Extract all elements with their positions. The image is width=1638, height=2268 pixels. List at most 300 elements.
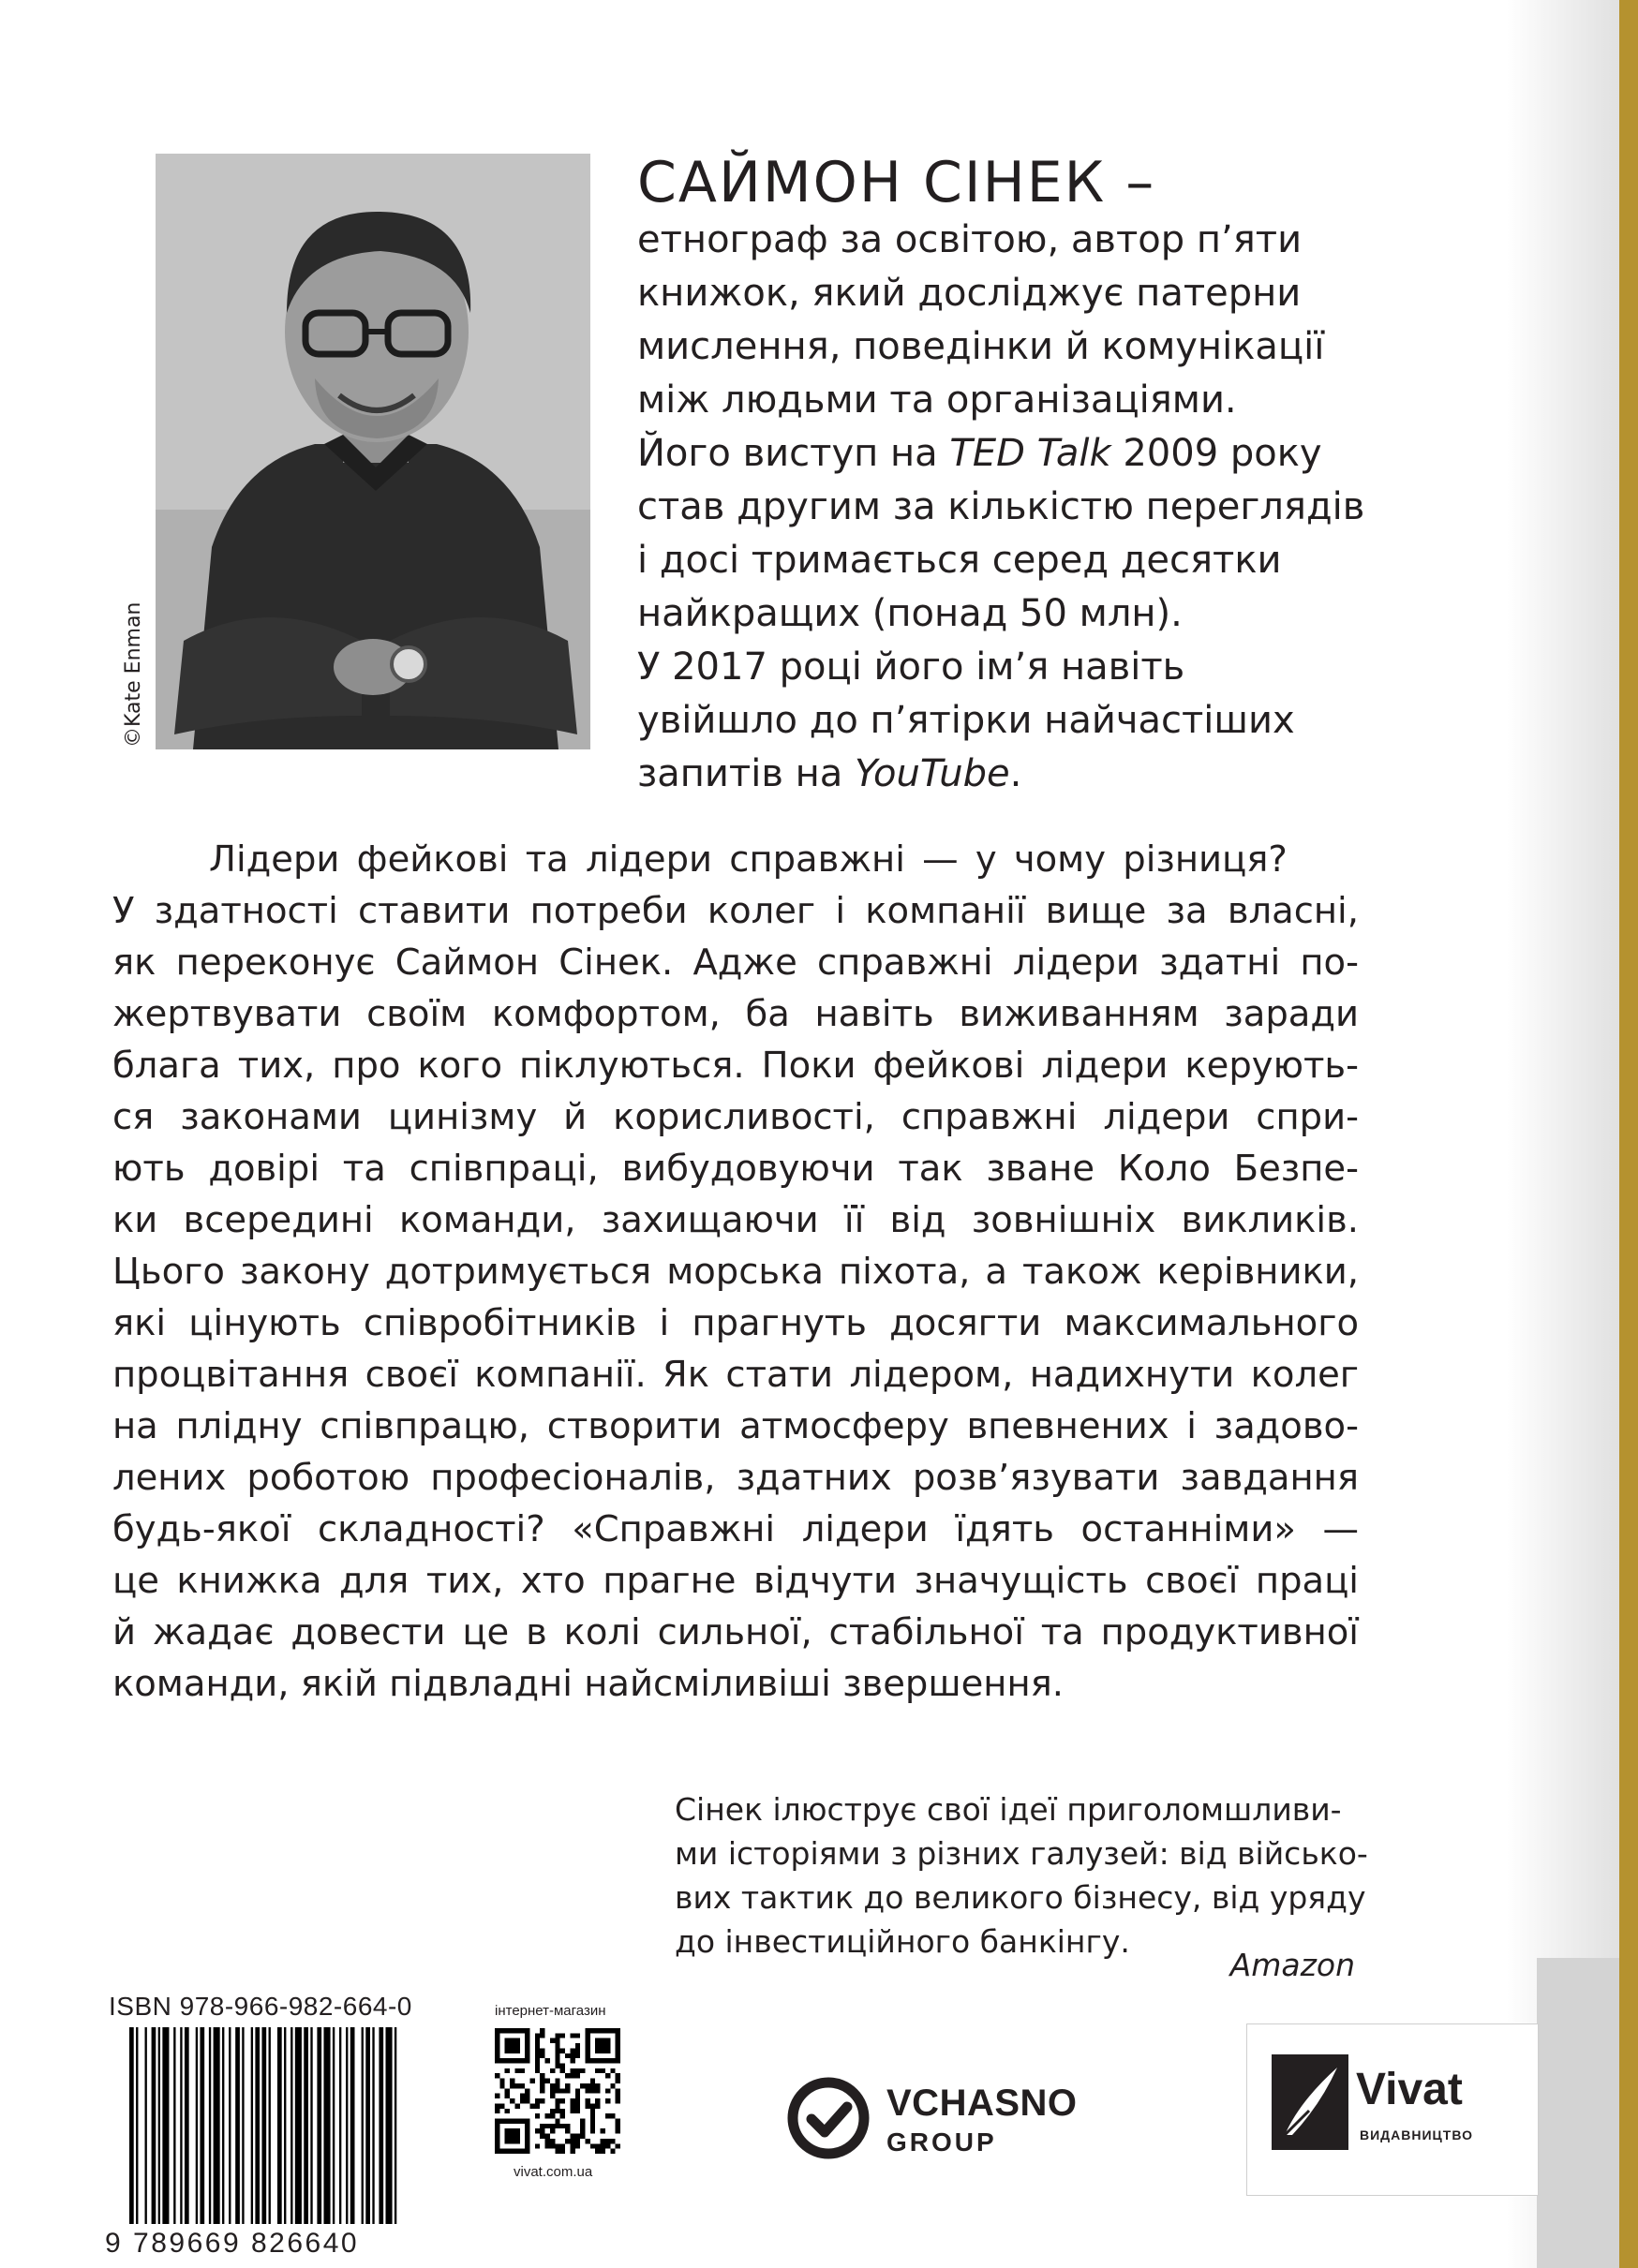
qr-module (514, 2038, 519, 2043)
barcode-bar (379, 2027, 383, 2224)
qr-module (616, 2073, 620, 2078)
author-bio-text: TED Talk (949, 432, 1111, 475)
qr-module (540, 2033, 544, 2038)
qr-module (570, 2139, 574, 2143)
qr-module (595, 2048, 600, 2053)
qr-module (510, 2118, 514, 2123)
qr-module (545, 2058, 550, 2063)
qr-module (605, 2143, 610, 2148)
qr-module (514, 2128, 519, 2133)
description-line: ють довірі та співпраці, вибудовуючи так зване Коло Безпе- (112, 1148, 1359, 1190)
author-bio-line (637, 374, 1481, 427)
barcode-bar (372, 2027, 374, 2224)
qr-module (505, 2043, 510, 2048)
barcode-bar (209, 2027, 211, 2224)
qr-module (545, 2124, 550, 2128)
author-bio-text: . (1009, 752, 1022, 795)
qr-module (530, 2103, 535, 2108)
qr-module (616, 2128, 620, 2133)
qr-module (575, 2143, 580, 2148)
qr-module (585, 2053, 589, 2058)
barcode-bar (255, 2027, 260, 2224)
qr-module (560, 2068, 565, 2073)
author-bio-line (637, 320, 1481, 374)
qr-module (510, 2128, 514, 2133)
qr-module (495, 2033, 499, 2038)
qr-module (510, 2134, 514, 2139)
qr-module (575, 2103, 580, 2108)
qr-module (550, 2113, 555, 2118)
qr-module (616, 2043, 620, 2048)
qr-module (520, 2028, 525, 2033)
barcode-bar (333, 2027, 335, 2224)
qr-module (575, 2068, 580, 2073)
qr-module (605, 2113, 610, 2118)
qr-module (565, 2088, 570, 2093)
description-line: й жадає довести це в колі сильної, стабільної та продуктивної (112, 1611, 1359, 1653)
qr-module (505, 2068, 510, 2073)
description-line: жертвувати своїм комфортом, ба навіть виживанням заради (112, 993, 1359, 1035)
qr-module (580, 2134, 585, 2139)
qr-module (590, 2083, 595, 2088)
qr-module (605, 2139, 610, 2143)
qr-module (555, 2083, 559, 2088)
barcode-bar (346, 2027, 348, 2224)
qr-module (505, 2118, 510, 2123)
qr-module (595, 2143, 600, 2148)
barcode-bar (162, 2027, 169, 2224)
author-bio-text: Його виступ на (637, 432, 950, 475)
barcode-bar (152, 2027, 156, 2224)
book-description (112, 834, 1359, 1710)
qr-module (525, 2028, 529, 2033)
qr-module (514, 2068, 519, 2073)
qr-module (565, 2083, 570, 2088)
isbn-label: ISBN 978-966-982-664-0 (109, 1992, 412, 2021)
qr-module (616, 2058, 620, 2063)
qr-module (499, 2079, 504, 2083)
qr-module (575, 2073, 580, 2078)
qr-module (514, 2118, 519, 2123)
qr-module (514, 2048, 519, 2053)
qr-module (555, 2064, 559, 2068)
qr-module (535, 2058, 540, 2063)
barcode-bar (290, 2027, 292, 2224)
qr-module (595, 2038, 600, 2043)
qr-module (595, 2098, 600, 2103)
qr-module (525, 2048, 529, 2053)
qr-module (555, 2043, 559, 2048)
barcode-bar (350, 2027, 355, 2224)
qr-module (575, 2098, 580, 2103)
qr-module (505, 2094, 510, 2098)
qr-module (550, 2139, 555, 2143)
qr-module (616, 2079, 620, 2083)
barcode-bar (304, 2027, 308, 2224)
author-bio-text: запитів на (637, 752, 856, 795)
qr-module (499, 2103, 504, 2108)
qr-module (570, 2058, 574, 2063)
qr-module (555, 2103, 559, 2108)
qr-module (520, 2118, 525, 2123)
qr-module (505, 2048, 510, 2053)
qr-module (550, 2128, 555, 2133)
barcode-bar (158, 2027, 160, 2224)
qr-module (580, 2068, 585, 2073)
qr-module (505, 2088, 510, 2093)
qr-module (495, 2124, 499, 2128)
qr-module (540, 2028, 544, 2033)
qr-module (565, 2124, 570, 2128)
vivat-feather-icon (1272, 2054, 1348, 2150)
qr-module (550, 2088, 555, 2093)
qr-module (575, 2053, 580, 2058)
qr-module (535, 2128, 540, 2133)
qr-module (565, 2053, 570, 2058)
qr-module (610, 2068, 615, 2073)
qr-module (585, 2098, 589, 2103)
qr-module (495, 2094, 499, 2098)
barcode-bar (362, 2027, 364, 2224)
barcode-bar (277, 2027, 282, 2224)
author-bio-line (637, 427, 1481, 481)
qr-module (510, 2139, 514, 2143)
description-line: будь-якої складності? «Справжні лідери їдять останніми» — (112, 1508, 1359, 1550)
qr-module (510, 2058, 514, 2063)
qr-module (575, 2109, 580, 2113)
qr-module (590, 2113, 595, 2118)
barcode-bar (284, 2027, 286, 2224)
barcode-bar (229, 2027, 231, 2224)
qr-module (601, 2139, 605, 2143)
qr-module (495, 2048, 499, 2053)
barcode-bar (145, 2027, 147, 2224)
qr-module (601, 2043, 605, 2048)
qr-module (555, 2109, 559, 2113)
qr-module (601, 2058, 605, 2063)
qr-module (535, 2068, 540, 2073)
qr-module (555, 2058, 559, 2063)
vivat-logo (1246, 2023, 1539, 2196)
qr-module (610, 2058, 615, 2063)
qr-module (545, 2134, 550, 2139)
qr-module (525, 2149, 529, 2154)
qr-module (535, 2113, 540, 2118)
qr-module (575, 2134, 580, 2139)
qr-module (601, 2143, 605, 2148)
qr-module (535, 2143, 540, 2148)
description-line: У здатності ставити потреби колег і компанії вище за власні, (112, 890, 1359, 932)
qr-module (580, 2124, 585, 2128)
qr-module (495, 2118, 499, 2123)
qr-module (525, 2094, 529, 2098)
qr-module (540, 2079, 544, 2083)
qr-module (610, 2139, 615, 2143)
author-portrait-graphic (156, 154, 590, 749)
qr-module (520, 2149, 525, 2154)
description-line: ки всередині команди, захищаючи її від зовнішніх викликів. (112, 1199, 1359, 1241)
qr-module (570, 2033, 574, 2038)
description-line: це книжка для тих, хто прагне відчути значущість своєї праці (112, 1560, 1359, 1602)
spine-grey-panel (1537, 1958, 1619, 2268)
qr-module (495, 2073, 499, 2078)
qr-module (510, 2048, 514, 2053)
qr-module (595, 2083, 600, 2088)
qr-module (525, 2043, 529, 2048)
qr-module (540, 2048, 544, 2053)
qr-module (540, 2128, 544, 2133)
qr-module (560, 2088, 565, 2093)
qr-module (535, 2033, 540, 2038)
quote-source: Amazon (1229, 1947, 1355, 1983)
qr-module (570, 2149, 574, 2154)
qr-module (601, 2068, 605, 2073)
author-bio-line (637, 641, 1481, 694)
qr-module (535, 2048, 540, 2053)
barcode-bar (242, 2027, 244, 2224)
qr-module (499, 2118, 504, 2123)
qr-module (510, 2098, 514, 2103)
barcode-bar (323, 2027, 330, 2224)
qr-module (570, 2068, 574, 2073)
description-line: блага тих, про кого піклуються. Поки фейкові лідери керують- (112, 1045, 1359, 1087)
qr-module (495, 2134, 499, 2139)
qr-module (514, 2134, 519, 2139)
qr-module (560, 2048, 565, 2053)
qr-module (535, 2043, 540, 2048)
qr-module (540, 2083, 544, 2088)
qr-module (610, 2149, 615, 2154)
description-line: Цього закону дотримується морська піхота, а також керівники, (112, 1251, 1359, 1293)
quote-line: ми історіями з різних галузей: від військо- (675, 1835, 1368, 1872)
author-bio-line (637, 587, 1481, 641)
qr-module (535, 2064, 540, 2068)
qr-module (590, 2128, 595, 2133)
qr-module (570, 2109, 574, 2113)
qr-module (605, 2073, 610, 2078)
qr-module (540, 2053, 544, 2058)
author-bio-text: став другим за кількістю переглядів (637, 485, 1365, 528)
qr-module (550, 2143, 555, 2148)
qr-module (595, 2043, 600, 2048)
qr-module (540, 2088, 544, 2093)
qr-module (595, 2088, 600, 2093)
qr-module (550, 2094, 555, 2098)
qr-module (495, 2149, 499, 2154)
qr-module (570, 2048, 574, 2053)
qr-module (520, 2058, 525, 2063)
qr-module (605, 2028, 610, 2033)
qr-module (590, 2109, 595, 2113)
qr-module (535, 2053, 540, 2058)
qr-module (565, 2139, 570, 2143)
qr-module (560, 2033, 565, 2038)
barcode-bar (317, 2027, 321, 2224)
qr-module (580, 2118, 585, 2123)
qr-module (520, 2094, 525, 2098)
author-bio (637, 214, 1481, 801)
qr-module (616, 2028, 620, 2033)
barcode-bar (251, 2027, 253, 2224)
qr-module (555, 2149, 559, 2154)
qr-module (605, 2098, 610, 2103)
qr-module (585, 2048, 589, 2053)
qr-module (605, 2038, 610, 2043)
author-bio-text: У 2017 році його ім’я навіть (637, 645, 1185, 689)
qr-module (595, 2028, 600, 2033)
barcode-digits: 9 789669 826640 (105, 2228, 360, 2259)
description-line: які цінують співробітників і прагнуть досягти максимального (112, 1302, 1359, 1344)
qr-module (560, 2143, 565, 2148)
spine-gold-strip (1619, 0, 1638, 2268)
qr-module (495, 2128, 499, 2133)
qr-module (590, 2143, 595, 2148)
qr-module (545, 2113, 550, 2118)
qr-module (510, 2043, 514, 2048)
barcode-bar (196, 2027, 198, 2224)
barcode-bar (339, 2027, 341, 2224)
barcode-bar (136, 2027, 138, 2224)
qr-module (505, 2058, 510, 2063)
qr-module (535, 2098, 540, 2103)
qr-module (585, 2088, 589, 2093)
qr-module (595, 2103, 600, 2108)
barcode-bar (365, 2027, 370, 2224)
barcode-bar (235, 2027, 240, 2224)
author-bio-text: між людьми та організаціями. (637, 378, 1237, 422)
barcode-bar (395, 2027, 396, 2224)
qr-module (601, 2048, 605, 2053)
qr-module (550, 2068, 555, 2073)
author-bio-line (637, 481, 1481, 534)
qr-module (580, 2128, 585, 2133)
qr-module (525, 2128, 529, 2133)
qr-module (495, 2043, 499, 2048)
qr-module (499, 2058, 504, 2063)
qr-module (499, 2028, 504, 2033)
author-bio-text: книжок, який досліджує патерни (637, 272, 1302, 315)
qr-module (510, 2083, 514, 2088)
barcode-bar (385, 2027, 392, 2224)
photo-credit: ©Kate Enman (122, 601, 145, 748)
qr-module (525, 2143, 529, 2148)
qr-module (499, 2083, 504, 2088)
qr-module (585, 2033, 589, 2038)
qr-module (525, 2038, 529, 2043)
qr-module (610, 2113, 615, 2118)
qr-module (560, 2064, 565, 2068)
qr-module (601, 2038, 605, 2043)
qr-module (525, 2098, 529, 2103)
qr-module (525, 2139, 529, 2143)
qr-module (525, 2124, 529, 2128)
qr-module (535, 2103, 540, 2108)
qr-module (525, 2134, 529, 2139)
qr-module (601, 2128, 605, 2133)
qr-module (540, 2124, 544, 2128)
description-line: як переконує Саймон Сінек. Адже справжні лідери здатні по- (112, 941, 1359, 984)
qr-module (610, 2028, 615, 2033)
vchasno-name: VCHASNO (886, 2083, 1078, 2124)
qr-module (590, 2118, 595, 2123)
author-bio-text: найкращих (понад 50 млн). (637, 592, 1183, 635)
qr-module (560, 2113, 565, 2118)
qr-module (540, 2073, 544, 2078)
qr-module (505, 2109, 510, 2113)
qr-module (616, 2048, 620, 2053)
qr-module (495, 2143, 499, 2148)
qr-module (575, 2139, 580, 2143)
qr-module (495, 2038, 499, 2043)
qr-module (505, 2134, 510, 2139)
barcode-bar (295, 2027, 302, 2224)
author-bio-line (637, 267, 1481, 320)
qr-module (605, 2043, 610, 2048)
qr-module (514, 2058, 519, 2063)
qr-module (510, 2149, 514, 2154)
qr-module (590, 2028, 595, 2033)
qr-module (495, 2028, 499, 2033)
description-line: ся законами цинізму й корисливості, справжні лідери спри- (112, 1096, 1359, 1138)
author-photo (156, 154, 590, 749)
qr-module (575, 2043, 580, 2048)
qr-module (545, 2143, 550, 2148)
qr-module (555, 2098, 559, 2103)
qr-module (540, 2134, 544, 2139)
author-bio-line (637, 534, 1481, 587)
spine-shadow (1507, 0, 1638, 2268)
author-name: САЙМОН СІНЕК – (637, 150, 1156, 215)
qr-module (560, 2149, 565, 2154)
barcode-bar (129, 2027, 134, 2224)
qr-module (575, 2048, 580, 2053)
description-line: лених роботою професіоналів, здатних розв’язувати завдання (112, 1457, 1359, 1499)
qr-module (555, 2053, 559, 2058)
barcode-icon (129, 2027, 401, 2224)
qr-module (585, 2043, 589, 2048)
qr-module (520, 2083, 525, 2088)
author-bio-text: мислення, поведінки й комунікації (637, 325, 1325, 368)
qr-module (570, 2073, 574, 2078)
qr-code-icon (495, 2028, 620, 2154)
qr-module (514, 2083, 519, 2088)
qr-module (514, 2149, 519, 2154)
qr-module (595, 2068, 600, 2073)
qr-module (555, 2088, 559, 2093)
qr-module (605, 2088, 610, 2093)
barcode-bar (269, 2027, 271, 2224)
qr-module (590, 2079, 595, 2083)
qr-module (575, 2033, 580, 2038)
qr-module (545, 2139, 550, 2143)
qr-module (605, 2048, 610, 2053)
author-bio-text: увійшло до п’ятірки найчастіших (637, 699, 1295, 742)
qr-module (495, 2139, 499, 2143)
qr-module (616, 2098, 620, 2103)
qr-module (616, 2088, 620, 2093)
qr-module (565, 2128, 570, 2133)
qr-module (510, 2038, 514, 2043)
qr-module (525, 2088, 529, 2093)
qr-module (616, 2094, 620, 2098)
qr-module (570, 2103, 574, 2108)
qr-module (560, 2098, 565, 2103)
qr-module (570, 2143, 574, 2148)
author-bio-text: 2009 року (1110, 432, 1322, 475)
qr-module (565, 2073, 570, 2078)
qr-label: інтернет-магазин (495, 2003, 606, 2019)
qr-module (535, 2038, 540, 2043)
